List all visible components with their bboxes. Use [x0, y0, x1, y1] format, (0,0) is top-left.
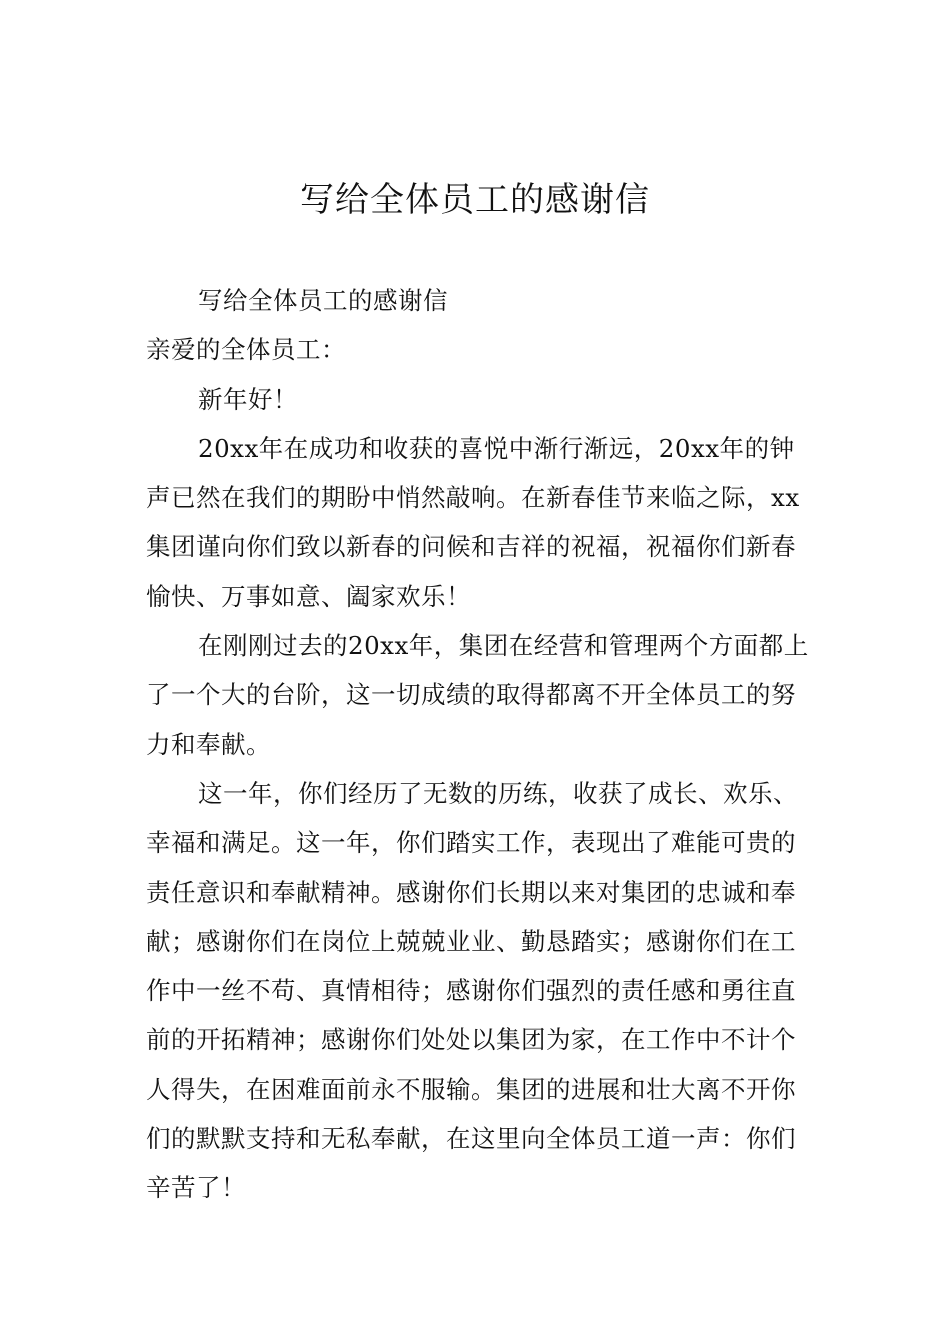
paragraph-greeting: 新年好！	[198, 384, 298, 414]
paragraph-thanks: 这一年，你们经历了无数的历练，收获了成长、欢乐、幸福和满足。这一年，你们踏实工作，表现出了难能可贵的责任意识和奉献精神。感谢你们长期以来对集团的忠诚和奉献；感谢你们在岗位上兢兢业业、勤恳踏实；感谢你们在工作中一丝不苟、真情相待；感谢你们强烈的责任感和勇往直前的开拓精神；感谢你们处处以集团为家，在工作中不计个人得失，在困难面前永不服输。集团的进展和壮大离不开你们的默默支持和无私奉献，在这里向全体员工道一声：你们辛苦了！	[146, 778, 798, 1203]
paragraph-heading-repeat: 写给全体员工的感谢信	[198, 286, 448, 315]
paragraph-achievements: 在刚刚过去的20xx年，集团在经营和管理两个方面都上了一个大的台阶，这一切成绩的取得都离不开全体员工的努力和奉献。	[146, 631, 809, 759]
document-title: 写给全体员工的感谢信	[300, 180, 650, 220]
paragraph-salutation: 亲爱的全体员工：	[146, 335, 346, 365]
paragraph-new-year-wishes: 20xx年在成功和收获的喜悦中渐行渐远，20xx年的钟声已然在我们的期盼中悄然敲响。在新春佳节来临之际，xx集团谨向你们致以新春的问候和吉祥的祝福，祝福你们新春愉快、万事如意、阖家欢乐！	[146, 433, 800, 611]
document-body	[146, 276, 814, 1213]
